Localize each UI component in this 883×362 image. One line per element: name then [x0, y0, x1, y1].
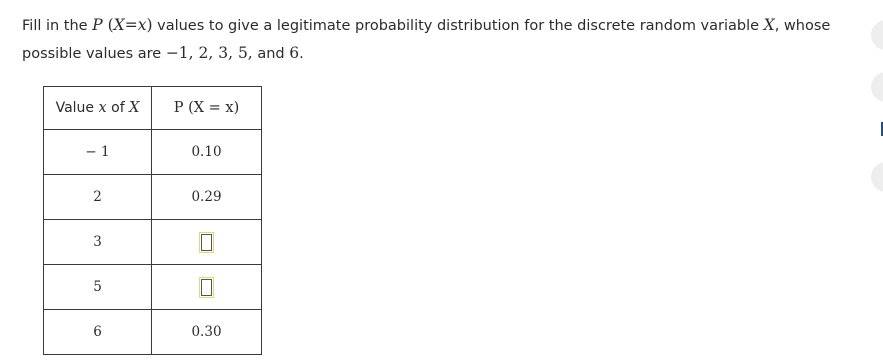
table-row: [44, 265, 262, 310]
side-tool-button-2[interactable]: [871, 72, 883, 102]
value-cell: 2: [44, 175, 152, 220]
question-suffix: , whose possible values are: [22, 18, 831, 62]
question-text: Fill in the P (X=x) values to give a legitimate probability distribution for the discrete random variable X, whose possible values are −1, 2, 3, 5, and 6.: [22, 16, 831, 62]
prob-input-5[interactable]: [201, 279, 212, 296]
probability-table: [43, 86, 262, 355]
value-cell: 5: [44, 265, 152, 310]
value-cell: 3: [44, 220, 152, 265]
last-value: 6: [289, 44, 300, 62]
prob-input-3[interactable]: [201, 234, 212, 251]
question-prefix: Fill in the: [22, 18, 93, 34]
table-row: [44, 130, 262, 175]
table-row: [44, 220, 262, 265]
header-probability: P (X = x): [152, 87, 262, 130]
prob-cell: 0.10: [152, 130, 262, 175]
table-header-row: [44, 87, 262, 130]
table-row: [44, 175, 262, 220]
side-tool-button-3[interactable]: [871, 162, 883, 192]
header-value: Value x of X: [44, 87, 152, 130]
random-variable: X: [763, 16, 775, 34]
prob-cell: 0.30: [152, 310, 262, 355]
possible-values: −1, 2, 3, 5,: [165, 44, 253, 62]
value-cell: 6: [44, 310, 152, 355]
prob-cell: 0.29: [152, 175, 262, 220]
value-cell: − 1: [44, 130, 152, 175]
probability-expression: P (X=x): [92, 16, 153, 34]
question-middle: values to give a legitimate probability distribution for the discrete random variable: [152, 18, 764, 34]
prob-cell: [152, 220, 262, 265]
table-row: [44, 310, 262, 355]
prob-cell: [152, 265, 262, 310]
